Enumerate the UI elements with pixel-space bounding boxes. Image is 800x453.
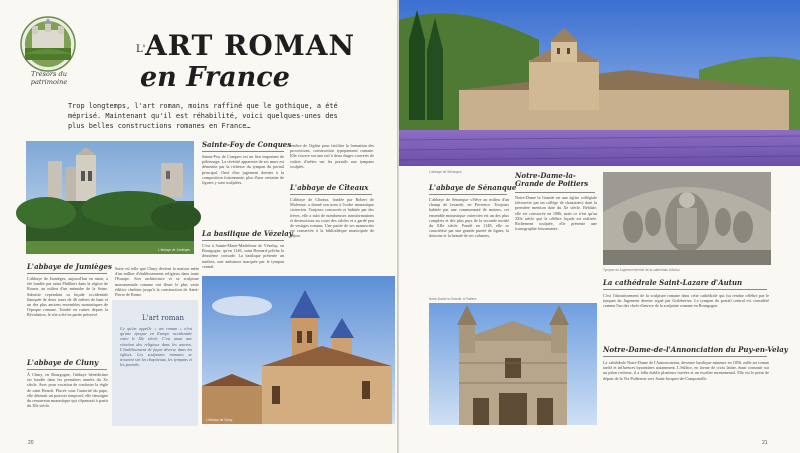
autun-caption: Tympan du Jugement dernier de la cathédrale d'Autun — [603, 268, 680, 272]
divider — [429, 194, 507, 195]
cluny-caption: L'abbaye de Cluny — [206, 418, 233, 422]
art-roman-quote-box — [112, 300, 198, 426]
jumieges-text: L'abbaye de Jumièges, aujourd'hui en ruine, a été fondée par saint Philibert dans la région de Rouen, au milieu d'un méandre de la Seine. Subsiste cependant sa façade occidentale flanquée de deux tours de 46 mètres de haut et un des plus anciens ensembles monastiques de l'époque romane. Tombé en ruines depuis la Révolution, le site a été en partie préservé. — [27, 276, 108, 318]
title-prefix: L' — [136, 44, 146, 55]
autun-heading: La cathédrale Saint-Lazare d'Autun — [603, 278, 743, 287]
page-number-right: 21 — [762, 440, 768, 446]
divider — [27, 369, 107, 370]
cluny-text: À Cluny, en Bourgogne, l'abbaye bénédictine est fondée dans les premières années du Xe siècle. Avec pour vocation de conforter la règle de saint Benoît. Placée sous l'autorité du pape, elle détenait un pouvoir temporel, elle témoigne du renouveau monastique qui s'épanouit à partir du XIe siècle. — [27, 372, 108, 409]
column3-text: fenêtre de l'église pour faciliter la formation des processions, construction typiquement romane. Elle s'ouvre sur une nef à deux étages couverts de voûtes d'arêtes sur les portails aux tympans sculptés. — [290, 143, 374, 169]
patrimoine-logo — [14, 14, 84, 86]
autun-tympan-photo — [603, 172, 771, 265]
poitiers-photo — [429, 303, 597, 425]
puy-text: La cathédrale Notre-Dame de l'Annonciation, devenue basilique mineure en 1856, mêle art roman tardif et influences byzantines notamment. L'édifice, en forme de croix latine, étant construit sur un piton rocheux, il a fallu établir plusieurs travées et un escalier monumental. Elle est le point de départ de la Via Podiensis vers Saint-Jacques-de-Compostelle. — [603, 360, 769, 381]
puy-heading: Notre-Dame-de-l'Annonciation du Puy-en-Velay — [603, 345, 788, 354]
jumieges-caption: L'abbaye de Jumièges — [158, 248, 190, 252]
cluny-photo — [202, 276, 395, 424]
conques-text: Sainte-Foy de Conques est un lieu important de pèlerinage. La sévérité apparente de ses murs est démentie par la richesse du tympan du portail principal. Orné d'un jugement dernier à la composition foisonnante, plus d'une centaine de figures y sont sculptées. — [202, 154, 284, 186]
citeaux-text: L'abbaye de Cîteaux, fondée par Robert de Molesme, a donné son nom à l'ordre monastique cistercien. Toujours consacrée et habitée par des frères, elle a subi de nombreuses transformations et destructions au cours des siècles et a gardé peu de vestiges romans. Une partie de ses manuscrits est conservée à la bibliothèque municipale de Dijon. — [290, 197, 374, 239]
page-title-line1: ART ROMAN — [145, 29, 356, 62]
right-page — [399, 0, 800, 453]
logo-text: Trésors du patrimoine — [30, 70, 68, 86]
citeaux-heading: L'abbaye de Cîteaux — [290, 183, 369, 192]
senanque-caption: L'abbaye de Sénanque — [429, 170, 462, 174]
vezelay-text: C'est à Sainte-Marie-Madeleine de Vézelay, en Bourgogne, qu'en 1146, saint Bernard prêcha la deuxième croisade. La basilique présente un narthex, une ambiance marquée par le tympan central. — [202, 243, 284, 269]
intro-paragraph: Trop longtemps, l'art roman, moins raffiné que le gothique, a été méprisé. Maintenant qu'il est réhabilité, voici quelques-unes des plus belles constructions romanes en France… — [68, 102, 338, 130]
vezelay-heading: La basilique de Vézelay — [202, 229, 293, 238]
divider — [202, 240, 284, 241]
divider — [603, 356, 767, 357]
divider — [290, 194, 372, 195]
jumieges-heading: L'abbaye de Jumièges — [27, 262, 112, 271]
cluny-heading: L'abbaye de Cluny — [27, 358, 99, 367]
senanque-heading: L'abbaye de Sénanque — [429, 183, 517, 192]
jumieges-photo — [26, 141, 194, 254]
cluny-continued-text: Suite est telle que Cluny devient la maison mère d'un millier d'établissements religieux dans toute l'Europe. Son architecture et sa sculpture monumentale romane ont fleuri le plus vaste édifice chrétien jusqu'à la construction de Saint-Pierre de Rome. — [115, 266, 199, 298]
divider — [515, 192, 595, 193]
conques-heading: Sainte-Foy de Conques — [202, 140, 292, 149]
divider — [27, 273, 107, 274]
left-page — [0, 0, 398, 453]
autun-text: C'est l'aboutissement de la sculpture romane dans cette cathédrale qui fut rendue célèbre par le tympan du Jugement dernier signé par Gislebertus. Le tympan du portail central est considéré comme l'un des chefs-d'œuvre de la sculpture romane en Bourgogne. — [603, 293, 769, 309]
poitiers-heading: Notre-Dame-la-Grande de Poitiers — [515, 171, 589, 188]
quote-title: L'art roman — [142, 314, 185, 322]
divider — [202, 151, 284, 152]
poitiers-caption: Notre-Dame la Grande, à Poitiers — [429, 297, 477, 301]
divider — [603, 289, 767, 290]
page-number-left: 20 — [28, 440, 34, 446]
senanque-text: L'abbaye de Sénanque s'élève au milieu d'un champ de lavande, en Provence. Toujours habitée par une communauté de moines, cet ensemble monastique cistercien est un des plus complets et des plus purs de la seconde moitié du XIIe siècle. Fondé en 1148, elle se caractérise par une grande pureté de lignes, la douceur et la beauté de ses volumes. — [429, 197, 509, 239]
poitiers-text: Notre-Dame la Grande est une église collégiale (desservie par un collège de chanoines) dont la première mention date du Xe siècle. Rebâtie, elle est consacrée en 1086, mais ce n'est qu'au XIIe siècle que la célèbre façade est réalisée. Richement sculptée, elle présente une iconographie foisonnante. — [515, 195, 597, 232]
page-title-line2: en France — [140, 62, 290, 93]
quote-text: Ce qu'on appelle « art roman » n'est qu'une époque en Europe occidentale entre le XIe siècle. C'est aussi une réaction des religieux dans les œuvres. L'établissement de façon diverse dans les églises. Les sculptures romanes se trouvent sur les chapiteaux, les tympans et les portails. — [120, 326, 192, 368]
senanque-photo — [399, 0, 800, 174]
